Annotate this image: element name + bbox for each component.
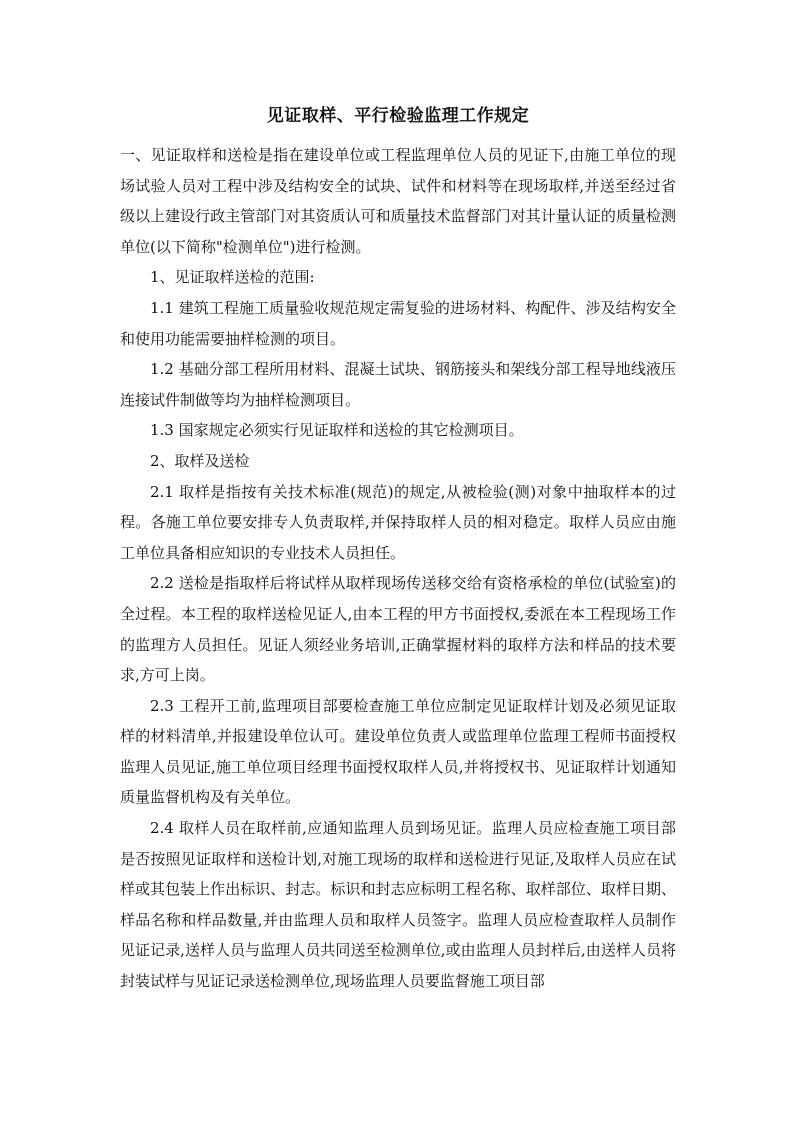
body-paragraph: 1、见证取样送检的范围: — [150, 268, 315, 287]
body-paragraph: 1.1 建筑工程施工质量验收规范规定需复验的进场材料、构配件、涉及结构安全和使用功能需要抽样检测的项目。 — [120, 298, 676, 348]
document-body — [120, 100, 676, 997]
body-paragraph: 2.2 送检是指取样后将试样从取样现场传送移交给有资格承检的单位(试验室)的全过程。本工程的取样送检见证人,由本工程的甲方书面授权,委派在本工程现场工作的监理方人员担任。见证人须经业务培训,正确掌握材料的取样方法和样品的技术要求,方可上岗。 — [120, 574, 676, 685]
body-paragraph: 1.3 国家规定必须实行见证取样和送检的其它检测项目。 — [150, 421, 524, 440]
body-paragraph: 2、取样及送检 — [150, 451, 250, 470]
document-title: 见证取样、平行检验监理工作规定 — [266, 106, 530, 126]
body-paragraph: 2.4 取样人员在取样前,应通知监理人员到场见证。监理人员应检查施工项目部是否按照见证取样和送检计划,对施工现场的取样和送检进行见证,及取样人员应在试样或其包装上作出标识、封志。标识和封志应标明工程名称、取样部位、取样日期、样品名称和样品数量,并由监理人员和取样人员签字。监理人员应检查取样人员制作见证记录,送样人员与监理人员共同送至检测单位,或由监理人员封样后,由送样人员将封装试样与见证记录送检测单位,现场监理人员要监督施工项目部 — [120, 819, 676, 991]
body-paragraph: 2.3 工程开工前,监理项目部要检查施工单位应制定见证取样计划及必须见证取样的材料清单,并报建设单位认可。建设单位负责人或监理单位监理工程师书面授权监理人员见证,施工单位项目经理书面授权取样人员,并将授权书、见证取样计划通知质量监督机构及有关单位。 — [120, 696, 676, 807]
body-paragraph: 一、见证取样和送检是指在建设单位或工程监理单位人员的见证下,由施工单位的现场试验人员对工程中涉及结构安全的试块、试件和材料等在现场取样,并送至经过省级以上建设行政主管部门对其资质认可和质量技术监督部门对其计量认证的质量检测单位(以下简称"检测单位")进行检测。 — [120, 146, 676, 256]
body-paragraph: 1.2 基础分部工程所用材料、混凝土试块、钢筋接头和架线分部工程导地线液压连接试件制做等均为抽样检测项目。 — [120, 360, 676, 409]
paragraph-list — [120, 140, 676, 997]
body-paragraph: 2.1 取样是指按有关技术标准(规范)的规定,从被检验(测)对象中抽取样本的过程。各施工单位要安排专人负责取样,并保持取样人员的相对稳定。取样人员应由施工单位具备相应知识的专业技术人员担任。 — [120, 482, 676, 562]
